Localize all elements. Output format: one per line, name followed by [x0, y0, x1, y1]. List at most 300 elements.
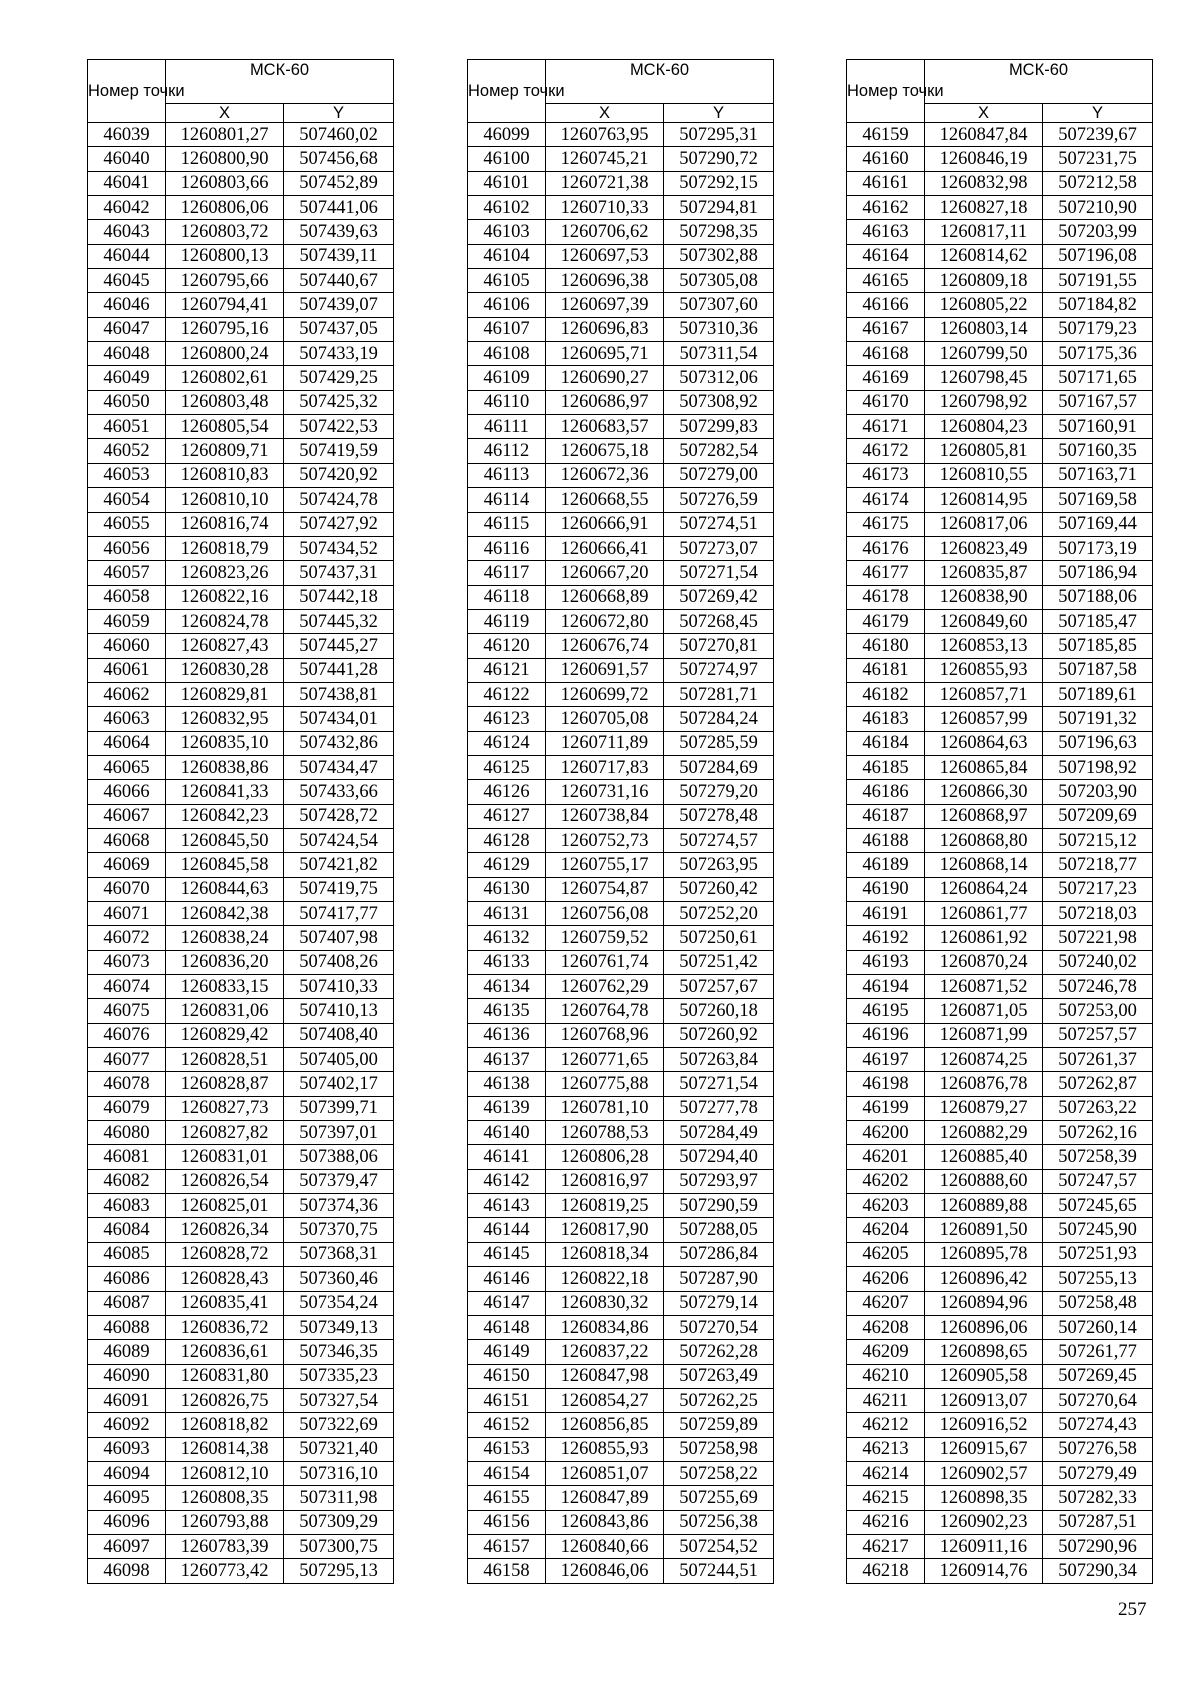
point-number-cell: 46115 — [468, 512, 546, 536]
x-coordinate-cell: 1260847,84 — [925, 123, 1043, 147]
table-row — [88, 220, 394, 244]
point-number-cell: 46093 — [88, 1437, 166, 1461]
y-coordinate-cell: 507215,12 — [1043, 828, 1153, 852]
x-coordinate-cell: 1260835,10 — [166, 731, 284, 755]
y-coordinate-cell: 507354,24 — [284, 1291, 394, 1315]
table-row — [468, 390, 774, 414]
x-coordinate-cell: 1260843,86 — [546, 1510, 664, 1534]
x-coordinate-cell: 1260846,19 — [925, 147, 1043, 171]
table-row — [468, 147, 774, 171]
table-row — [468, 1121, 774, 1145]
y-coordinate-cell: 507292,15 — [664, 171, 774, 195]
table-row — [88, 780, 394, 804]
point-number-cell: 46053 — [88, 463, 166, 487]
x-coordinate-cell: 1260835,41 — [166, 1291, 284, 1315]
y-coordinate-cell: 507251,93 — [1043, 1242, 1153, 1266]
x-coordinate-cell: 1260831,01 — [166, 1145, 284, 1169]
x-coordinate-cell: 1260668,55 — [546, 488, 664, 512]
point-number-cell: 46082 — [88, 1169, 166, 1193]
table-row — [468, 1072, 774, 1096]
point-number-cell: 46180 — [847, 634, 925, 658]
point-number-cell: 46088 — [88, 1315, 166, 1339]
y-coordinate-cell: 507424,78 — [284, 488, 394, 512]
y-coordinate-cell: 507335,23 — [284, 1364, 394, 1388]
x-coordinate-cell: 1260808,35 — [166, 1486, 284, 1510]
x-coordinate-cell: 1260803,48 — [166, 390, 284, 414]
point-number-cell: 46107 — [468, 317, 546, 341]
table-row — [88, 1096, 394, 1120]
table-row — [88, 1048, 394, 1072]
x-coordinate-cell: 1260668,89 — [546, 585, 664, 609]
y-coordinate-cell: 507302,88 — [664, 244, 774, 268]
x-coordinate-cell: 1260828,51 — [166, 1048, 284, 1072]
point-number-cell: 46040 — [88, 147, 166, 171]
point-number-cell: 46114 — [468, 488, 546, 512]
table-row — [88, 975, 394, 999]
table-row — [88, 1413, 394, 1437]
x-coordinate-cell: 1260838,86 — [166, 755, 284, 779]
y-coordinate-cell: 507370,75 — [284, 1218, 394, 1242]
table-row — [88, 585, 394, 609]
x-coordinate-cell: 1260705,08 — [546, 707, 664, 731]
point-number-cell: 46067 — [88, 804, 166, 828]
point-number-cell: 46151 — [468, 1388, 546, 1412]
point-number-cell: 46132 — [468, 926, 546, 950]
y-coordinate-cell: 507274,57 — [664, 828, 774, 852]
x-coordinate-cell: 1260805,81 — [925, 439, 1043, 463]
x-coordinate-cell: 1260914,76 — [925, 1559, 1043, 1583]
y-coordinate-cell: 507287,51 — [1043, 1510, 1153, 1534]
point-number-cell: 46201 — [847, 1145, 925, 1169]
y-coordinate-cell: 507309,29 — [284, 1510, 394, 1534]
point-number-cell: 46172 — [847, 439, 925, 463]
table-row — [847, 1218, 1153, 1242]
y-coordinate-cell: 507300,75 — [284, 1534, 394, 1558]
y-coordinate-cell: 507290,72 — [664, 147, 774, 171]
table-row — [847, 1364, 1153, 1388]
point-number-cell: 46205 — [847, 1242, 925, 1266]
x-coordinate-cell: 1260896,42 — [925, 1267, 1043, 1291]
point-number-cell: 46191 — [847, 902, 925, 926]
point-number-cell: 46167 — [847, 317, 925, 341]
table-row — [88, 877, 394, 901]
x-coordinate-cell: 1260672,80 — [546, 609, 664, 633]
point-number-cell: 46039 — [88, 123, 166, 147]
y-coordinate-cell: 507327,54 — [284, 1388, 394, 1412]
table-row — [847, 902, 1153, 926]
y-coordinate-cell: 507255,69 — [664, 1486, 774, 1510]
table-row — [468, 1023, 774, 1047]
point-number-cell: 46068 — [88, 828, 166, 852]
table-row — [847, 877, 1153, 901]
x-coordinate-cell: 1260842,23 — [166, 804, 284, 828]
point-number-cell: 46140 — [468, 1121, 546, 1145]
point-number-cell: 46145 — [468, 1242, 546, 1266]
point-number-cell: 46119 — [468, 609, 546, 633]
table-row — [468, 1194, 774, 1218]
x-coordinate-cell: 1260818,82 — [166, 1413, 284, 1437]
point-number-cell: 46215 — [847, 1486, 925, 1510]
table-row — [88, 804, 394, 828]
x-coordinate-cell: 1260781,10 — [546, 1096, 664, 1120]
point-number-cell: 46127 — [468, 804, 546, 828]
point-number-cell: 46162 — [847, 196, 925, 220]
x-coordinate-cell: 1260845,58 — [166, 853, 284, 877]
y-coordinate-cell: 507269,45 — [1043, 1364, 1153, 1388]
x-coordinate-cell: 1260800,13 — [166, 244, 284, 268]
point-number-cell: 46054 — [88, 488, 166, 512]
x-coordinate-cell: 1260830,32 — [546, 1291, 664, 1315]
y-coordinate-cell: 507434,47 — [284, 755, 394, 779]
point-number-cell: 46125 — [468, 755, 546, 779]
y-coordinate-cell: 507417,77 — [284, 902, 394, 926]
y-coordinate-cell: 507175,36 — [1043, 342, 1153, 366]
table-row — [468, 171, 774, 195]
x-coordinate-cell: 1260761,74 — [546, 950, 664, 974]
y-coordinate-cell: 507286,84 — [664, 1242, 774, 1266]
table-row — [468, 1145, 774, 1169]
table-row — [88, 390, 394, 414]
point-number-cell: 46081 — [88, 1145, 166, 1169]
table-row — [847, 1267, 1153, 1291]
x-coordinate-cell: 1260818,79 — [166, 536, 284, 560]
table-row — [468, 123, 774, 147]
x-coordinate-cell: 1260738,84 — [546, 804, 664, 828]
x-coordinate-cell: 1260829,81 — [166, 682, 284, 706]
table-row — [847, 366, 1153, 390]
table-row — [88, 293, 394, 317]
point-number-cell: 46203 — [847, 1194, 925, 1218]
point-number-cell: 46142 — [468, 1169, 546, 1193]
y-coordinate-cell: 507245,65 — [1043, 1194, 1153, 1218]
table-row — [847, 1291, 1153, 1315]
coordinate-system-header: МСК-60 — [546, 60, 774, 104]
y-coordinate-cell: 507321,40 — [284, 1437, 394, 1461]
x-coordinate-cell: 1260768,96 — [546, 1023, 664, 1047]
point-number-cell: 46193 — [847, 950, 925, 974]
table-row — [468, 342, 774, 366]
table-row — [88, 682, 394, 706]
y-coordinate-cell: 507191,55 — [1043, 269, 1153, 293]
point-number-cell: 46097 — [88, 1534, 166, 1558]
y-coordinate-cell: 507276,58 — [1043, 1437, 1153, 1461]
point-number-cell: 46124 — [468, 731, 546, 755]
x-coordinate-cell: 1260810,10 — [166, 488, 284, 512]
x-coordinate-cell: 1260812,10 — [166, 1461, 284, 1485]
y-coordinate-cell: 507163,71 — [1043, 463, 1153, 487]
y-coordinate-cell: 507198,92 — [1043, 755, 1153, 779]
point-number-cell: 46143 — [468, 1194, 546, 1218]
point-number-cell: 46071 — [88, 902, 166, 926]
x-coordinate-cell: 1260888,60 — [925, 1169, 1043, 1193]
point-number-cell: 46118 — [468, 585, 546, 609]
coordinates-table-2 — [467, 59, 774, 1584]
table-row — [468, 1218, 774, 1242]
table-row — [468, 1559, 774, 1583]
y-coordinate-cell: 507245,90 — [1043, 1218, 1153, 1242]
table-row — [88, 1121, 394, 1145]
table-row — [847, 682, 1153, 706]
table-row — [847, 220, 1153, 244]
x-coordinate-cell: 1260817,90 — [546, 1218, 664, 1242]
y-coordinate-cell: 507274,97 — [664, 658, 774, 682]
x-coordinate-cell: 1260731,16 — [546, 780, 664, 804]
table-row — [847, 658, 1153, 682]
point-number-cell: 46216 — [847, 1510, 925, 1534]
table-row — [88, 439, 394, 463]
table-row — [468, 463, 774, 487]
y-coordinate-cell: 507240,02 — [1043, 950, 1153, 974]
x-header: X — [925, 104, 1043, 123]
x-coordinate-cell: 1260861,92 — [925, 926, 1043, 950]
table-row — [847, 512, 1153, 536]
y-coordinate-cell: 507250,61 — [664, 926, 774, 950]
x-coordinate-cell: 1260699,72 — [546, 682, 664, 706]
point-number-cell: 46157 — [468, 1534, 546, 1558]
point-number-cell: 46128 — [468, 828, 546, 852]
point-number-cell: 46150 — [468, 1364, 546, 1388]
table-row — [468, 999, 774, 1023]
point-number-cell: 46183 — [847, 707, 925, 731]
y-coordinate-cell: 507408,40 — [284, 1023, 394, 1047]
y-coordinate-cell: 507185,85 — [1043, 634, 1153, 658]
table-row — [88, 488, 394, 512]
x-coordinate-cell: 1260898,35 — [925, 1486, 1043, 1510]
x-coordinate-cell: 1260755,17 — [546, 853, 664, 877]
table-row — [468, 196, 774, 220]
x-coordinate-cell: 1260836,61 — [166, 1340, 284, 1364]
table-row — [468, 1486, 774, 1510]
y-coordinate-cell: 507388,06 — [284, 1145, 394, 1169]
table-row — [468, 585, 774, 609]
x-coordinate-cell: 1260902,23 — [925, 1510, 1043, 1534]
y-coordinate-cell: 507290,34 — [1043, 1559, 1153, 1583]
y-coordinate-cell: 507316,10 — [284, 1461, 394, 1485]
table-row — [88, 1267, 394, 1291]
point-number-cell: 46103 — [468, 220, 546, 244]
x-coordinate-cell: 1260803,72 — [166, 220, 284, 244]
x-coordinate-cell: 1260824,78 — [166, 609, 284, 633]
table-row — [847, 1315, 1153, 1339]
point-number-cell: 46139 — [468, 1096, 546, 1120]
coordinate-system-header: МСК-60 — [925, 60, 1153, 104]
y-coordinate-cell: 507438,81 — [284, 682, 394, 706]
y-coordinate-cell: 507424,54 — [284, 828, 394, 852]
table-row — [468, 512, 774, 536]
point-number-cell: 46045 — [88, 269, 166, 293]
table-row — [847, 707, 1153, 731]
y-coordinate-cell: 507441,28 — [284, 658, 394, 682]
table-row — [847, 1534, 1153, 1558]
y-coordinate-cell: 507189,61 — [1043, 682, 1153, 706]
x-coordinate-cell: 1260805,22 — [925, 293, 1043, 317]
x-coordinate-cell: 1260803,66 — [166, 171, 284, 195]
table-row — [847, 439, 1153, 463]
y-coordinate-cell: 507274,51 — [664, 512, 774, 536]
x-coordinate-cell: 1260805,54 — [166, 415, 284, 439]
x-coordinate-cell: 1260691,57 — [546, 658, 664, 682]
y-coordinate-cell: 507407,98 — [284, 926, 394, 950]
y-header: Y — [1043, 104, 1153, 123]
table-row — [847, 975, 1153, 999]
coordinates-table-3 — [846, 59, 1153, 1584]
x-coordinate-cell: 1260831,80 — [166, 1364, 284, 1388]
y-coordinate-cell: 507271,54 — [664, 561, 774, 585]
y-coordinate-cell: 507397,01 — [284, 1121, 394, 1145]
table-row — [88, 244, 394, 268]
y-coordinate-cell: 507439,63 — [284, 220, 394, 244]
point-number-header: Номер точки — [88, 60, 166, 123]
point-number-cell: 46208 — [847, 1315, 925, 1339]
table-row — [468, 1364, 774, 1388]
x-coordinate-cell: 1260847,89 — [546, 1486, 664, 1510]
point-number-cell: 46083 — [88, 1194, 166, 1218]
point-number-cell: 46169 — [847, 366, 925, 390]
table-row — [847, 1194, 1153, 1218]
table-row — [468, 707, 774, 731]
table-row — [847, 999, 1153, 1023]
y-coordinate-cell: 507346,35 — [284, 1340, 394, 1364]
table-row — [88, 1145, 394, 1169]
y-coordinate-cell: 507217,23 — [1043, 877, 1153, 901]
point-number-cell: 46092 — [88, 1413, 166, 1437]
x-coordinate-cell: 1260803,14 — [925, 317, 1043, 341]
y-header: Y — [664, 104, 774, 123]
x-coordinate-cell: 1260676,74 — [546, 634, 664, 658]
table-row — [847, 634, 1153, 658]
point-number-cell: 46084 — [88, 1218, 166, 1242]
point-number-cell: 46049 — [88, 366, 166, 390]
y-coordinate-cell: 507405,00 — [284, 1048, 394, 1072]
x-coordinate-cell: 1260795,66 — [166, 269, 284, 293]
y-coordinate-cell: 507322,69 — [284, 1413, 394, 1437]
table-row — [468, 1169, 774, 1193]
y-coordinate-cell: 507260,18 — [664, 999, 774, 1023]
y-coordinate-cell: 507419,59 — [284, 439, 394, 463]
table-row — [468, 439, 774, 463]
point-number-cell: 46060 — [88, 634, 166, 658]
y-coordinate-cell: 507456,68 — [284, 147, 394, 171]
table-row — [88, 171, 394, 195]
x-coordinate-cell: 1260855,93 — [925, 658, 1043, 682]
y-coordinate-cell: 507399,71 — [284, 1096, 394, 1120]
table-row — [88, 1023, 394, 1047]
point-number-cell: 46096 — [88, 1510, 166, 1534]
x-coordinate-cell: 1260871,52 — [925, 975, 1043, 999]
x-coordinate-cell: 1260823,26 — [166, 561, 284, 585]
point-number-cell: 46063 — [88, 707, 166, 731]
point-number-cell: 46099 — [468, 123, 546, 147]
y-coordinate-cell: 507258,22 — [664, 1461, 774, 1485]
point-number-cell: 46091 — [88, 1388, 166, 1412]
y-coordinate-cell: 507295,13 — [284, 1559, 394, 1583]
x-coordinate-cell: 1260836,20 — [166, 950, 284, 974]
point-number-cell: 46217 — [847, 1534, 925, 1558]
table-row — [468, 415, 774, 439]
point-number-cell: 46121 — [468, 658, 546, 682]
point-number-cell: 46052 — [88, 439, 166, 463]
x-coordinate-cell: 1260832,95 — [166, 707, 284, 731]
point-number-cell: 46129 — [468, 853, 546, 877]
y-coordinate-cell: 507379,47 — [284, 1169, 394, 1193]
y-coordinate-cell: 507196,08 — [1043, 244, 1153, 268]
table-row — [847, 390, 1153, 414]
y-coordinate-cell: 507169,44 — [1043, 512, 1153, 536]
x-coordinate-cell: 1260827,18 — [925, 196, 1043, 220]
point-number-cell: 46184 — [847, 731, 925, 755]
x-coordinate-cell: 1260844,63 — [166, 877, 284, 901]
y-coordinate-cell: 507239,67 — [1043, 123, 1153, 147]
y-coordinate-cell: 507290,59 — [664, 1194, 774, 1218]
table-row — [88, 1437, 394, 1461]
y-coordinate-cell: 507263,84 — [664, 1048, 774, 1072]
table-row — [847, 1486, 1153, 1510]
point-number-cell: 46090 — [88, 1364, 166, 1388]
y-coordinate-cell: 507276,59 — [664, 488, 774, 512]
point-number-cell: 46058 — [88, 585, 166, 609]
point-number-cell: 46218 — [847, 1559, 925, 1583]
x-coordinate-cell: 1260804,23 — [925, 415, 1043, 439]
point-number-cell: 46126 — [468, 780, 546, 804]
x-coordinate-cell: 1260837,22 — [546, 1340, 664, 1364]
point-number-cell: 46109 — [468, 366, 546, 390]
y-coordinate-cell: 507279,00 — [664, 463, 774, 487]
point-number-cell: 46085 — [88, 1242, 166, 1266]
point-number-cell: 46106 — [468, 293, 546, 317]
y-coordinate-cell: 507262,25 — [664, 1388, 774, 1412]
y-coordinate-cell: 507169,58 — [1043, 488, 1153, 512]
point-number-cell: 46108 — [468, 342, 546, 366]
point-number-cell: 46170 — [847, 390, 925, 414]
point-number-cell: 46117 — [468, 561, 546, 585]
table-row — [88, 950, 394, 974]
point-number-cell: 46122 — [468, 682, 546, 706]
table-row — [88, 1559, 394, 1583]
point-number-cell: 46177 — [847, 561, 925, 585]
x-coordinate-cell: 1260788,53 — [546, 1121, 664, 1145]
point-number-cell: 46210 — [847, 1364, 925, 1388]
point-number-cell: 46130 — [468, 877, 546, 901]
x-coordinate-cell: 1260828,43 — [166, 1267, 284, 1291]
x-coordinate-cell: 1260666,91 — [546, 512, 664, 536]
x-coordinate-cell: 1260838,24 — [166, 926, 284, 950]
x-coordinate-cell: 1260866,30 — [925, 780, 1043, 804]
point-number-cell: 46087 — [88, 1291, 166, 1315]
table-row — [88, 1242, 394, 1266]
table-row — [88, 731, 394, 755]
x-coordinate-cell: 1260846,06 — [546, 1559, 664, 1583]
y-coordinate-cell: 507368,31 — [284, 1242, 394, 1266]
y-coordinate-cell: 507255,13 — [1043, 1267, 1153, 1291]
point-number-header: Номер точки — [847, 60, 925, 123]
table-row — [847, 1048, 1153, 1072]
table-row — [468, 488, 774, 512]
y-coordinate-cell: 507282,33 — [1043, 1486, 1153, 1510]
table-row — [847, 123, 1153, 147]
point-number-cell: 46075 — [88, 999, 166, 1023]
y-coordinate-cell: 507179,23 — [1043, 317, 1153, 341]
table-row — [88, 755, 394, 779]
point-number-cell: 46050 — [88, 390, 166, 414]
x-coordinate-cell: 1260816,97 — [546, 1169, 664, 1193]
point-number-cell: 46069 — [88, 853, 166, 877]
point-number-cell: 46173 — [847, 463, 925, 487]
table-row — [468, 1534, 774, 1558]
point-number-cell: 46179 — [847, 609, 925, 633]
y-coordinate-cell: 507312,06 — [664, 366, 774, 390]
point-number-cell: 46195 — [847, 999, 925, 1023]
x-coordinate-cell: 1260913,07 — [925, 1388, 1043, 1412]
